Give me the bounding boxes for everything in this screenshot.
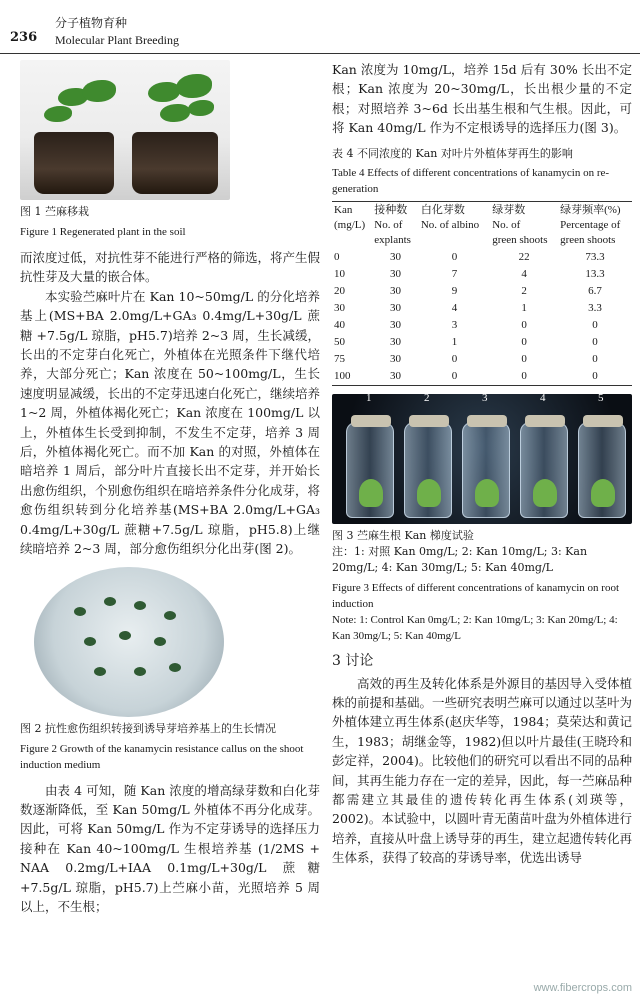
- table-row: [332, 249, 632, 266]
- table-header-explants: 接种数 No. of explants: [372, 201, 419, 249]
- table-row: [332, 300, 632, 317]
- section-heading: 3 讨论: [332, 652, 374, 669]
- table-4-title-en: Table 4 Effects of different concentrations of kanamycin on re-generation: [332, 166, 610, 195]
- table-cell: 40: [334, 318, 345, 331]
- table-cell: 75: [334, 352, 345, 365]
- table-cell: 10: [334, 267, 345, 280]
- table-cell: 0: [451, 250, 458, 263]
- table-cell: 7: [451, 267, 458, 280]
- table-header-kan: Kan (mg/L): [332, 201, 372, 249]
- table-cell: 30: [372, 368, 419, 386]
- table-header-percentage: 绿芽频率(%) Percentage of green shoots: [558, 201, 632, 249]
- table-cell: 3.3: [588, 301, 602, 314]
- paragraph: 高效的再生及转化体系是外源目的基因导入受体植株的前提和基础。一些研究表明苎麻可以通过以茎叶为外植体建立再生体系(赵庆华等，1984；莫荣达和黄记生，1983；胡继金等，1982)但以叶片最佳(王晓玲和彭定祥，2004)。比较他们的研究可以看出不同的品种间，其再生能力存在一定的差异，因此，每一苎麻品种都需建立其最佳的遗传转化再生体系(刘瑛等，2002)。本试验中，以圆叶青无菌苗叶盘为外植体进行培养，直接从叶盘上诱导芽的再生，建立起遗传转化再生体系，获得了较高的芽诱导率，优选出诱导: [332, 675, 633, 866]
- culture-jar: [578, 422, 626, 518]
- table-cell: 2: [521, 284, 527, 297]
- paragraph: 本实验苎麻叶片在 Kan 10~50mg/L 的分化培养基上(MS+BA 2.0mg/L+GA₃ 0.4mg/L+30g/L 蔗糖 +7.5g/L 琼脂，pH5.7)培养 2~3 周，生长减缓，长出的不定芽白化死亡，外植体在光照条件下继代培养，大部分死亡；Kan 浓度在 50~100mg/L，生长速度明显减缓，长出的不定芽迅速白化死亡，继续培养 1~2 周，外植体褐化死亡；Kan 浓度在 100mg/L 以上，外植体生长受到抑制，不发生不定芽，培养 3 周后，外植体褐化死亡。而不加 Kan 的对照，外植体在暗培养 1 周后，部分叶片直接长出不定芽，并开始长出愈伤组织，个别愈伤组织在暗培养条件分化成芽，将愈伤组织转到分化培养基(MS+BA 2.0mg/L+GA₃ 0.4mg/L+30g/L 蔗糖+7.5g/L 琼脂，pH5.8)上继续暗培养 2~3 周，部分愈伤组织分化出芽(图 2)。: [20, 288, 321, 557]
- figure-3-photo: [332, 394, 632, 524]
- figure-1-caption-en: Figure 1 Regenerated plant in the soil: [20, 226, 186, 238]
- left-column: [20, 60, 320, 916]
- figure-3-caption-en: Figure 3 Effects of different concentrations of kanamycin on root induction: [332, 581, 620, 610]
- right-column: [332, 60, 632, 868]
- table-header-row: [332, 201, 632, 249]
- figure-3-note-cn: 注：1: 对照 Kan 0mg/L; 2: Kan 10mg/L; 3: Kan 20mg/L; 4: Kan 30mg/L; 5: Kan 40mg/L: [332, 544, 588, 574]
- culture-jar: [404, 422, 452, 518]
- table-cell: 9: [451, 284, 458, 297]
- figure-3-note-en: Note: 1: Control Kan 0mg/L; 2: Kan 10mg/L; 3: Kan 20mg/L; 4: Kan 30mg/L; 5: Kan 40mg/L: [332, 613, 618, 642]
- table-cell: 0: [521, 335, 527, 348]
- table-row: [332, 334, 632, 351]
- table-row: [332, 317, 632, 334]
- table-cell: 30: [334, 301, 345, 314]
- jar-label: 3: [482, 393, 488, 404]
- table-header-green-shoots: 绿芽数 No. of green shoots: [490, 201, 558, 249]
- page-header: [0, 6, 640, 54]
- table-cell: 1: [451, 335, 458, 348]
- figure-2-caption-cn: 图 2 抗性愈伤组织转接到诱导芽培养基上的生长情况: [20, 721, 276, 735]
- table-cell: 30: [390, 250, 402, 263]
- table-cell: 0: [521, 352, 527, 365]
- table-row: [332, 351, 632, 368]
- journal-title-en: Molecular Plant Breeding: [55, 33, 179, 47]
- paragraph: 由表 4 可知，随 Kan 浓度的增高绿芽数和白化芽数逐渐降低，至 Kan 50mg/L 外植体不再分化成芽。因此，可将 Kan 50mg/L 作为不定芽诱导的选择压力接种在 Kan 40~100mg/L 生根培养基 (1/2MS + NAA 0.2mg/L+IAA 0.1mg/L+30g/L 蔗糖 +7.5g/L 琼脂，pH5.7)上苎麻小苗，光照培养 5 周以上，不生根；: [20, 782, 320, 914]
- figure-2-photo: [34, 567, 224, 717]
- table-cell: 30: [390, 267, 402, 280]
- culture-jar: [520, 422, 568, 518]
- paragraph: Kan 浓度为 10mg/L，培养 15d 后有 30% 长出不定根；Kan 浓度为 20~30mg/L，长出根少量的不定根；对照培养 3~6d 长出基生根和气生根。因此，可将 Kan 40mg/L 作为不定根诱导的选择压力(图 3)。: [332, 62, 632, 136]
- table-cell: 0: [592, 335, 598, 348]
- table-cell: 30: [390, 335, 402, 348]
- table-row: [332, 368, 632, 386]
- table-cell: 13.3: [585, 267, 605, 280]
- table-4: [332, 201, 632, 386]
- jar-label: 4: [540, 393, 546, 404]
- culture-jar: [346, 422, 394, 518]
- table-cell: 0: [451, 352, 458, 365]
- table-cell: 30: [390, 284, 402, 297]
- table-cell: 73.3: [585, 250, 605, 263]
- jar-label: 1: [366, 393, 372, 404]
- figure-3-caption-cn: 图 3 苎麻生根 Kan 梯度试验: [332, 528, 474, 542]
- table-cell: 22: [518, 250, 530, 263]
- table-cell: 0: [558, 368, 632, 386]
- table-cell: 0: [419, 368, 490, 386]
- journal-title-cn: 分子植物育种: [55, 16, 128, 30]
- table-cell: 1: [521, 301, 527, 314]
- table-row: [332, 283, 632, 300]
- table-cell: 0: [334, 250, 340, 263]
- table-cell: 0: [490, 368, 558, 386]
- table-cell: 0: [592, 318, 598, 331]
- table-header-albino: 白化芽数 No. of albino: [419, 201, 490, 249]
- table-cell: 30: [390, 301, 402, 314]
- table-4-title-cn: 表 4 不同浓度的 Kan 对叶片外植体芽再生的影响: [332, 146, 573, 160]
- figure-1-photo: [20, 60, 230, 200]
- table-cell: 0: [521, 318, 527, 331]
- page-number: 236: [10, 30, 38, 45]
- table-cell: 100: [332, 368, 372, 386]
- table-cell: 20: [334, 284, 345, 297]
- table-row: [332, 266, 632, 283]
- table-cell: 4: [451, 301, 458, 314]
- table-cell: 30: [390, 352, 402, 365]
- table-cell: 50: [334, 335, 345, 348]
- figure-1-caption-cn: 图 1 苎麻移栽: [20, 205, 89, 218]
- paragraph: 而浓度过低，对抗性芽不能进行严格的筛选，将产生假抗性芽及大量的嵌合体。: [20, 250, 321, 285]
- table-cell: 4: [521, 267, 527, 280]
- table-cell: 0: [592, 352, 598, 365]
- jar-label: 2: [424, 393, 430, 404]
- jar-label: 5: [598, 393, 604, 404]
- table-cell: 3: [451, 318, 458, 331]
- table-cell: 30: [390, 318, 402, 331]
- culture-jar: [462, 422, 510, 518]
- watermark: www.fibercrops.com: [533, 982, 632, 994]
- figure-2-caption-en: Figure 2 Growth of the kanamycin resistance callus on the shoot induction medium: [20, 742, 304, 771]
- table-cell: 6.7: [588, 284, 602, 297]
